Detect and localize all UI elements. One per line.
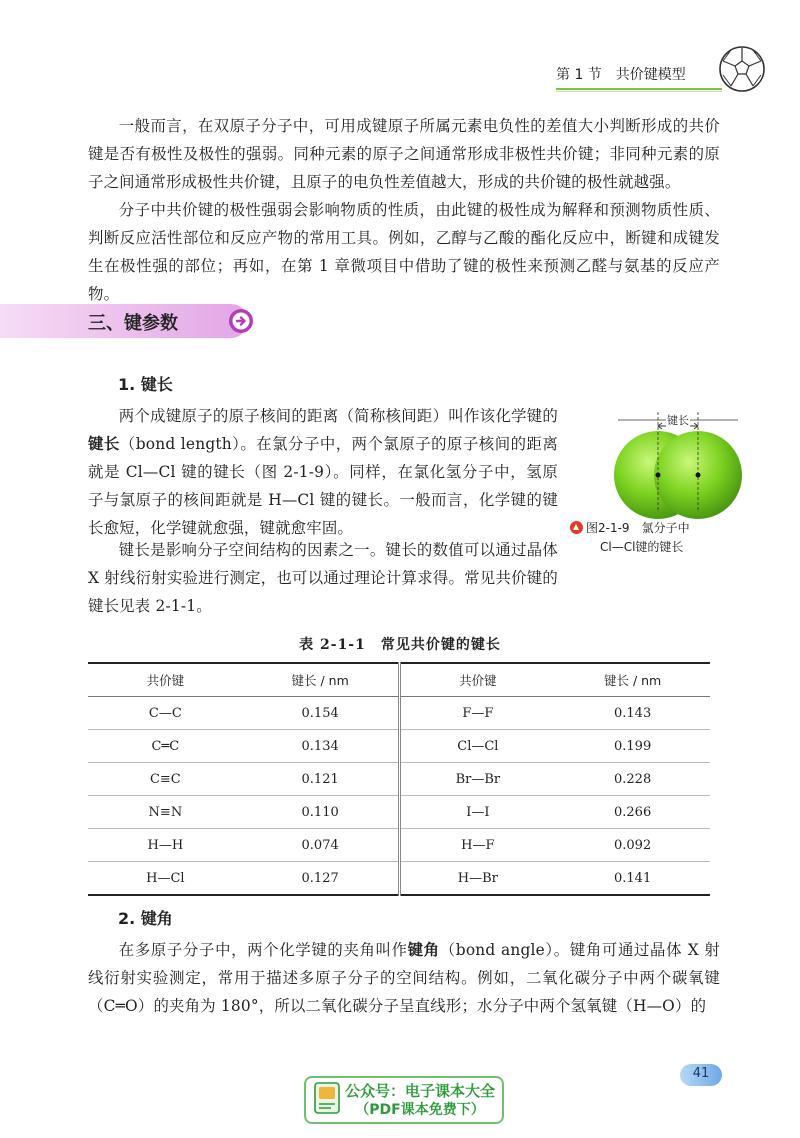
subheading-bond-angle: 2. 键角 xyxy=(118,909,173,928)
bond-length-label: 键长 xyxy=(667,414,689,427)
text-run: 在多原子分子中，两个化学键的夹角叫作 xyxy=(118,941,408,959)
intro-paragraph-1: 一般而言，在双原子分子中，可用成键原子所属元素电负性的差值大小判断形成的共价键是否有极性及极性的强弱。同种元素的原子之间通常形成非极性共价键；非同种元素的原子之间通常形成极性共价键，且原子的电负性差值越大，形成的共价键的极性就越强。 xyxy=(88,117,720,191)
caption-text: 图2-1-9 氯分子中 xyxy=(586,521,690,535)
table-cell: H—F xyxy=(399,829,555,862)
text-run: （bond angle）。键角可通过晶体 X 射线衍射实验测定，常用于描述多原子分子的空间结构。例如，二氧化碳分子中两个碳氧键（C═O）的夹角为 180°，所以二氧化碳分子呈直线形；水分子中两个氢氧键（H—O）的 xyxy=(88,941,720,1015)
book-logo-icon xyxy=(312,1080,342,1116)
table-cell: 0.092 xyxy=(555,829,710,862)
column-header: 共价键 xyxy=(88,663,243,697)
table-cell: C═C xyxy=(88,730,243,763)
table-header-row xyxy=(88,663,710,697)
table-cell: Br—Br xyxy=(399,763,555,796)
table-caption: 表 2-1-1 常见共价键的键长 xyxy=(299,637,501,653)
running-header-title: 第 1 节 共价键模型 xyxy=(556,67,686,83)
intro-paragraph-2: 分子中共价键的极性强弱会影响物质的性质，由此键的极性成为解释和预测物质性质、判断反应活性部位和反应产物的常用工具。例如，乙醇与乙酸的酯化反应中，断键和成键发生在极性强的部位；再如，在第 1 章微项目中借助了键的极性来预测乙醛与氨基的反应产物。 xyxy=(88,201,720,303)
figure-caption-line-2: Cl—Cl键的键长 xyxy=(600,540,684,554)
watermark-line-2: （PDF课本免费下） xyxy=(355,1102,485,1118)
table-cell: H—H xyxy=(88,829,243,862)
section-title: 三、键参数 xyxy=(88,313,178,334)
header-rule xyxy=(556,88,722,90)
table-cell: 0.199 xyxy=(555,730,710,763)
table-cell: 0.228 xyxy=(555,763,710,796)
table-cell: 0.110 xyxy=(243,796,399,829)
text-run: 两个成键原子的原子核间的距离（简称核间距）叫作该化学键的 xyxy=(118,407,558,425)
table-row xyxy=(88,730,710,763)
table-cell: 0.266 xyxy=(555,796,710,829)
table-cell: N≡N xyxy=(88,796,243,829)
table-cell: 0.143 xyxy=(555,697,710,730)
bond-angle-paragraph xyxy=(88,936,720,1020)
table-cell: Cl—Cl xyxy=(399,730,555,763)
header-rule-thin xyxy=(556,91,722,92)
table-row xyxy=(88,697,710,730)
chlorine-molecule-figure xyxy=(578,400,778,560)
bond-length-paragraph-1 xyxy=(88,402,558,542)
bond-length-paragraph-2: 键长是影响分子空间结构的因素之一。键长的数值可以通过晶体 X 射线衍射实验进行测定，也可以通过理论计算求得。常见共价键的键长见表 2-1-1。 xyxy=(88,541,558,615)
table-cell: 0.074 xyxy=(243,829,399,862)
table-row xyxy=(88,829,710,862)
arrow-right-circle-icon xyxy=(228,308,254,334)
page-number: 41 xyxy=(692,1066,710,1081)
table-cell: 0.134 xyxy=(243,730,399,763)
fullerene-ball-icon xyxy=(717,44,767,94)
key-term: 键长 xyxy=(88,435,120,453)
key-term: 键角 xyxy=(407,941,440,959)
table-cell: 0.154 xyxy=(243,697,399,730)
table-cell: H—Br xyxy=(399,862,555,896)
subheading-bond-length: 1. 键长 xyxy=(118,375,173,394)
table-row xyxy=(88,763,710,796)
table-cell: 0.141 xyxy=(555,862,710,896)
figure-caption-line-1 xyxy=(570,519,690,536)
table-cell: 0.121 xyxy=(243,763,399,796)
column-header: 键长 / nm xyxy=(555,663,710,697)
table-cell: I—I xyxy=(399,796,555,829)
column-header: 共价键 xyxy=(399,663,555,697)
column-header: 键长 / nm xyxy=(243,663,399,697)
table-row xyxy=(88,862,710,896)
bond-length-table xyxy=(88,662,710,896)
table-cell: F—F xyxy=(399,697,555,730)
text-run: （bond length）。在氯分子中，两个氯原子的原子核间的距离就是 Cl—Cl 键的键长（图 2-1-9）。同样，在氯化氢分子中，氢原子与氯原子的核间距就是 H—Cl 键的键长。一般而言，化学键的键长愈短，化学键就愈强，键就愈牢固。 xyxy=(88,435,558,537)
table-cell: H—Cl xyxy=(88,862,243,896)
watermark-line-1: 公众号：电子课本大全 xyxy=(345,1082,496,1100)
table-cell: 0.127 xyxy=(243,862,399,896)
table-cell: C—C xyxy=(88,697,243,730)
figure-marker-icon xyxy=(570,521,583,534)
table-row xyxy=(88,796,710,829)
table-cell: C≡C xyxy=(88,763,243,796)
